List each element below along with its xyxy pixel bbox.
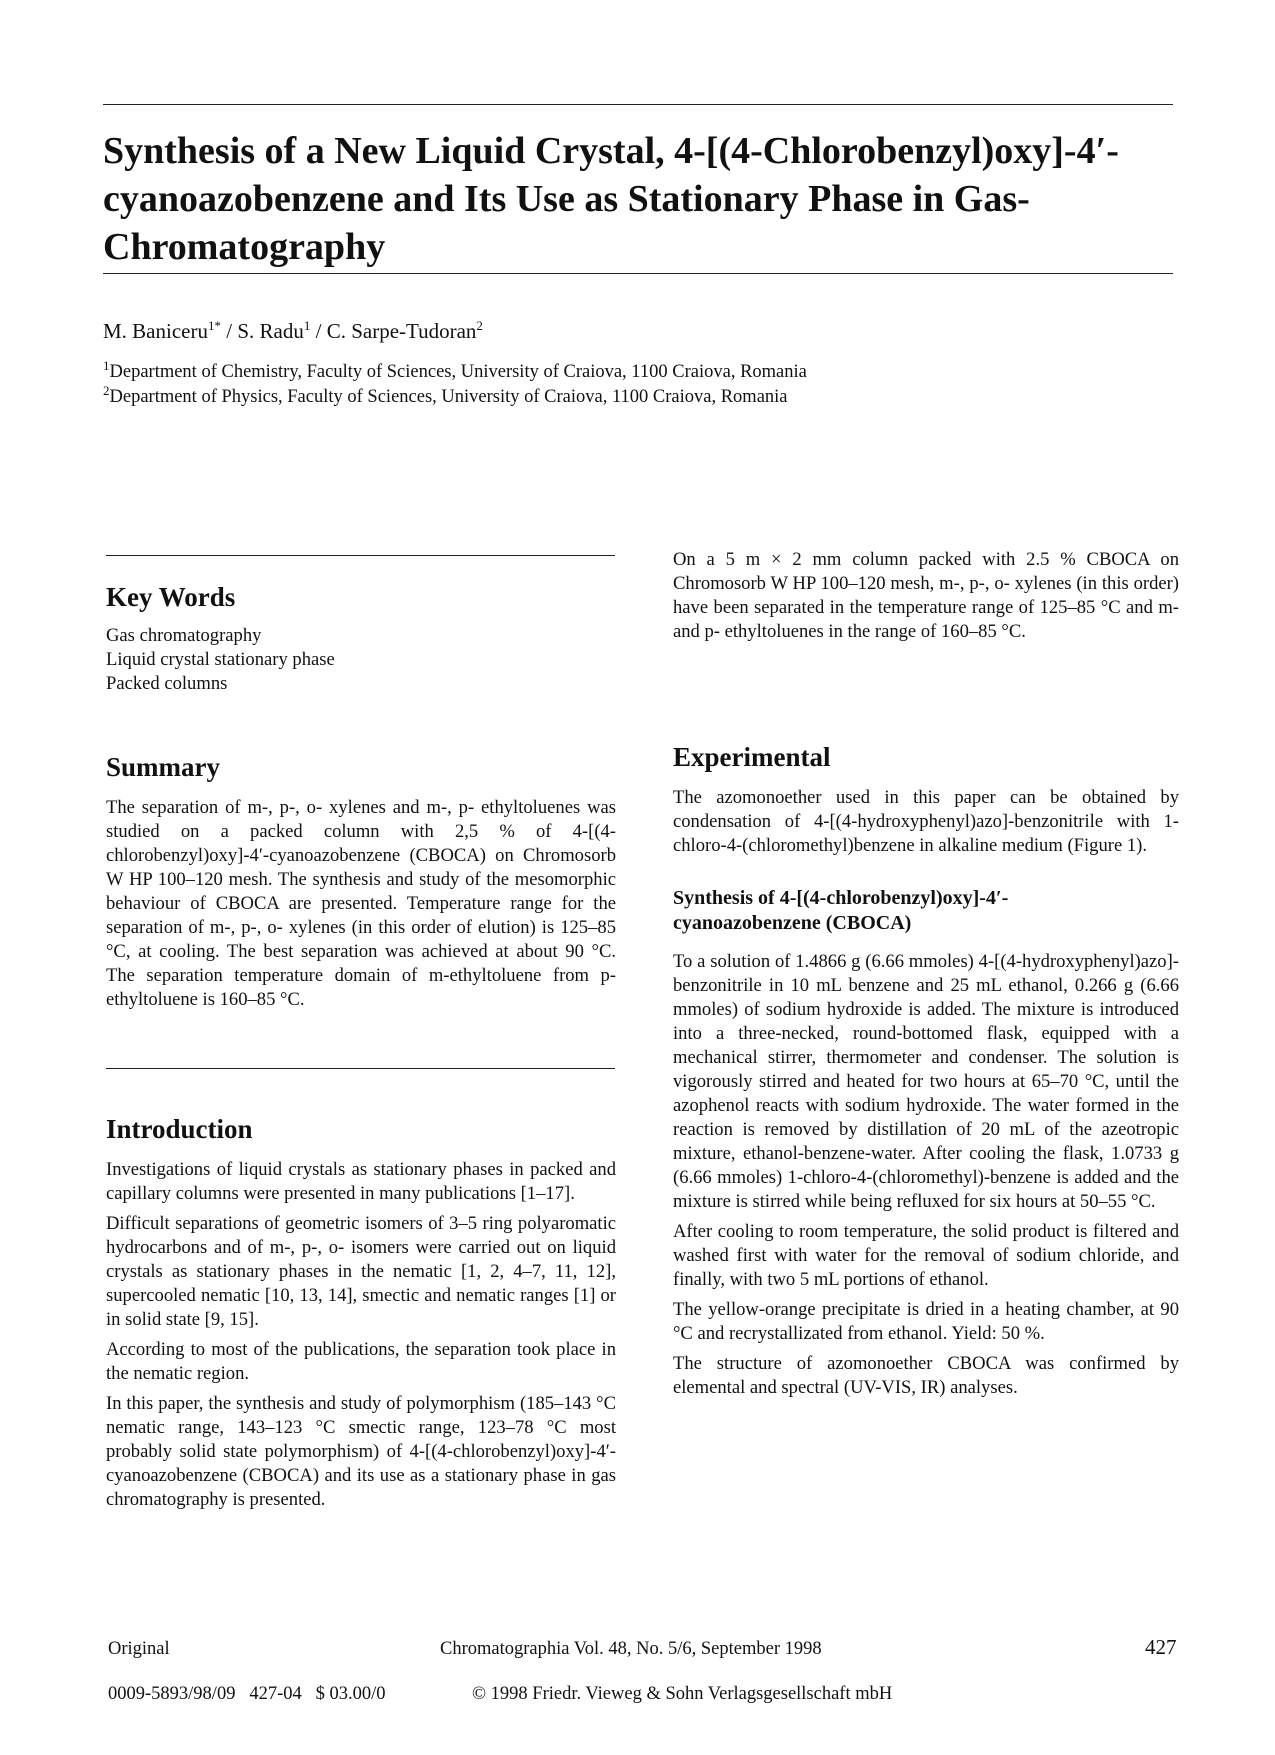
author-affil-mark: 2 xyxy=(476,318,483,333)
affiliation-text: Department of Physics, Faculty of Sciences, University of Craiova, 1100 Craiova, Romania xyxy=(109,387,788,407)
paragraph: The azomonoether used in this paper can be obtained by condensation of 4-[(4-hydroxyphenyl)azo]-benzonitrile with 1-chloro-4-(chloromethyl)benzene in alkaline medium (Figure 1). xyxy=(673,787,1179,856)
paragraph: On a 5 m × 2 mm column packed with 2.5 % CBOCA on Chromosorb W HP 100–120 mesh, m-, p-, o- xylenes (in this order) have been separated in the temperature range of 125–85 °C and m- and p- ethyltoluenes in the range of 160–85 °C. xyxy=(673,549,1179,642)
affiliation xyxy=(103,382,788,409)
keyword: Packed columns xyxy=(106,673,228,694)
paragraph: The structure of azomonoether CBOCA was confirmed by elemental and spectral (UV-VIS, IR) analyses. xyxy=(673,1353,1179,1398)
author-affil-mark: 1 xyxy=(303,318,311,333)
keywords-heading: Key Words xyxy=(106,582,236,612)
article-category: Original xyxy=(108,1639,170,1659)
abstract-continued xyxy=(673,548,1179,644)
copyright-notice: © 1998 Friedr. Vieweg & Sohn Verlagsgesellschaft mbH xyxy=(472,1684,893,1704)
introduction-heading: Introduction xyxy=(106,1114,253,1144)
paragraph: According to most of the publications, the separation took place in the nematic region. xyxy=(106,1339,616,1384)
page-number: 427 xyxy=(1145,1635,1177,1659)
paragraph: After cooling to room temperature, the solid product is filtered and washed first with water for the removal of sodium chloride, and finally, with two 5 mL portions of ethanol. xyxy=(673,1221,1179,1290)
synthesis-subheading xyxy=(673,886,1179,936)
summary-section xyxy=(106,750,616,1012)
affiliation-mark: 2 xyxy=(103,382,110,398)
experimental-section xyxy=(673,740,1179,1400)
summary-bottom-rule xyxy=(106,1068,615,1069)
author-line xyxy=(103,318,483,344)
affiliation xyxy=(103,357,807,384)
journal-citation: Chromatographia Vol. 48, No. 5/6, September 1998 xyxy=(440,1639,822,1659)
introduction-section xyxy=(106,1112,616,1512)
paragraph: To a solution of 1.4866 g (6.66 mmoles) 4-[(4-hydroxyphenyl)azo]-benzonitrile in 10 mL benzene and 25 mL ethanol, 0.266 g (6.66 mmoles) of sodium hydroxide is added. The mixture is introduced into a three-necked, round-bottomed flask, equipped with a mechanical stirrer, thermometer and condenser. The solution is vigorously stirred and heated for two hours at 65–70 °C, until the azophenol reacts with sodium hydroxide. The water formed in the reaction is removed by distillation of 20 mL of the azeotropic mixture, ethanol-benzene-water. After cooling the flask, 1.0733 g (6.66 mmoles) 1-chloro-4-(chloromethyl)-benzene is added and the mixture is stirred while being refluxed for six hours at 50–55 °C. xyxy=(673,951,1179,1212)
keywords-section xyxy=(106,580,616,696)
paragraph: Investigations of liquid crystals as stationary phases in packed and capillary columns were presented in many publications [1–17]. xyxy=(106,1159,616,1204)
top-rule xyxy=(103,104,1173,105)
summary-text: The separation of m-, p-, o- xylenes and m-, p- ethyltoluenes was studied on a packed column with 2,5 % of 4-[(4-chlorobenzyl)oxy]-4′-cyanoazobenzene (CBOCA) on Chromosorb W HP 100–120 mesh. The synthesis and study of the mesomorphic behaviour of CBOCA are presented. Temperature range for the separation of m-, p-, o- xylenes (in this order of elution) is 125–85 °C, at cooling. The best separation was achieved at about 90 °C. The separation temperature domain of m-ethyltoluene from p- ethyltoluene is 160–85 °C. xyxy=(106,797,616,1010)
subheading-line: cyanoazobenzene (CBOCA) xyxy=(673,912,912,934)
author-affil-mark: 1* xyxy=(207,318,221,333)
author-name: M. Baniceru xyxy=(103,319,208,343)
author-separator: / xyxy=(220,319,238,343)
summary-heading: Summary xyxy=(106,752,220,782)
affiliation-mark: 1 xyxy=(103,357,110,373)
keyword: Gas chromatography xyxy=(106,625,262,646)
issn-code: 0009-5893/98/09 427-04 $ 03.00/0 xyxy=(108,1684,386,1704)
author-name: C. Sarpe-Tudoran xyxy=(326,319,477,343)
subheading-line: Synthesis of 4-[(4-chlorobenzyl)oxy]-4′- xyxy=(673,887,1009,909)
title-bottom-rule xyxy=(103,273,1173,274)
paragraph: Difficult separations of geometric isomers of 3–5 ring polyaromatic hydrocarbons and of m-, p-, o- isomers were carried out on liquid crystals as stationary phases in the nematic [1, 2, 4–7, 11, 12], supercooled nematic [10, 13, 14], smectic and nematic ranges [1] or in solid state [9, 15]. xyxy=(106,1213,616,1330)
experimental-heading: Experimental xyxy=(673,742,831,772)
affiliation-text: Department of Chemistry, Faculty of Sciences, University of Craiova, 1100 Craiova, Romania xyxy=(109,362,807,382)
paragraph: In this paper, the synthesis and study of polymorphism (185–143 °C nematic range, 143–123 °C smectic range, 123–78 °C most probably solid state polymorphism) of 4-[(4-chlorobenzyl)oxy]-4′-cyanoazobenzene (CBOCA) and its use as a stationary phase in gas chromatography is presented. xyxy=(106,1393,616,1510)
keywords-top-rule xyxy=(106,555,615,556)
page-title: Synthesis of a New Liquid Crystal, 4-[(4-Chlorobenzyl)oxy]-4′-cyanoazobenzene and Its Use as Stationary Phase in Gas-Chromatography xyxy=(103,130,1119,268)
paragraph: The yellow-orange precipitate is dried in a heating chamber, at 90 °C and recrystallizated from ethanol. Yield: 50 %. xyxy=(673,1299,1179,1344)
author-separator: / xyxy=(310,319,327,343)
keyword: Liquid crystal stationary phase xyxy=(106,649,335,670)
author-name: S. Radu xyxy=(237,319,304,343)
